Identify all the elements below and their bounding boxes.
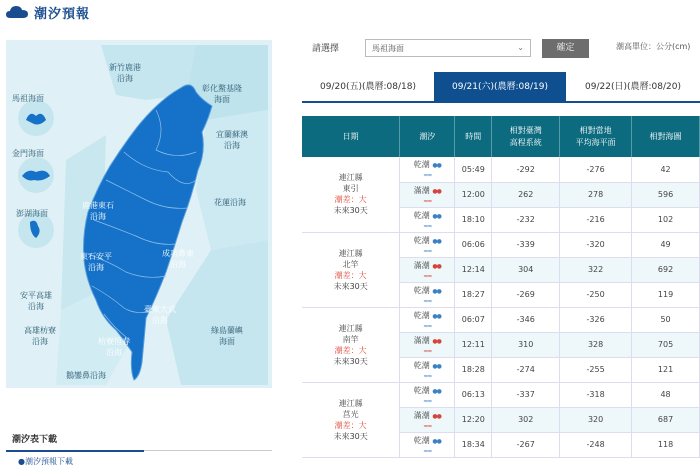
station-cell <box>302 232 400 307</box>
station-county: 連江縣 <box>338 248 363 258</box>
tide-wave-icon: ●● ≈≈ <box>423 312 441 330</box>
tide-local: -326 <box>560 307 632 332</box>
tide-type: 乾潮 <box>413 235 430 245</box>
map-label-taitung[interactable]: 臺東大武 沿海 <box>144 305 176 325</box>
unit-label: 潮高單位：公分(cm) <box>616 42 691 51</box>
col-header-tide: 潮汐 <box>400 116 455 157</box>
cloud-icon <box>6 5 28 19</box>
tide-type: 乾潮 <box>413 285 430 295</box>
select-label: 請選擇 <box>312 44 340 54</box>
date-tabs <box>302 72 700 103</box>
tab-date-3[interactable]: 09/22(日)(農曆:08/20) <box>585 82 681 92</box>
tide-time: 18:34 <box>455 432 492 457</box>
col-header-date: 日期 <box>302 116 400 157</box>
map-label-fangliao[interactable]: 枋寮恆春 沿海 <box>98 337 130 357</box>
tide-wave-icon: ●● ≈≈ <box>423 237 441 255</box>
page-header <box>0 0 700 24</box>
page-title: 潮汐預報 <box>34 6 91 22</box>
next-30-days-link[interactable]: 未來30天 <box>333 431 368 441</box>
station-cell <box>302 157 400 232</box>
station-cell <box>302 382 400 457</box>
tide-time: 06:13 <box>455 382 492 407</box>
tide-chart: 121 <box>632 357 700 382</box>
tide-local: 322 <box>560 257 632 282</box>
tide-type-cell <box>400 182 455 207</box>
next-30-days-link[interactable]: 未來30天 <box>333 281 368 291</box>
tide-type: 乾潮 <box>413 310 430 320</box>
col-header-local-text: 相對當地 平均海平面 <box>575 125 616 147</box>
tide-type: 滿潮 <box>413 335 430 345</box>
tide-local: -255 <box>560 357 632 382</box>
tide-chart: 687 <box>632 407 700 432</box>
tide-range: 潮差：大 <box>334 270 367 280</box>
tide-twvd: -274 <box>492 357 560 382</box>
col-header-twvd <box>492 116 560 157</box>
tide-twvd: -267 <box>492 432 560 457</box>
tide-chart: 596 <box>632 182 700 207</box>
tide-twvd: 304 <box>492 257 560 282</box>
tide-type-cell <box>400 257 455 282</box>
tide-chart: 119 <box>632 282 700 307</box>
tide-twvd: -269 <box>492 282 560 307</box>
tide-twvd: 302 <box>492 407 560 432</box>
tide-time: 05:49 <box>455 157 492 182</box>
tide-wave-icon: ●● ≈≈ <box>423 387 441 405</box>
tide-twvd: 310 <box>492 332 560 357</box>
map-label-anping[interactable]: 安平高雄 沿海 <box>20 291 52 311</box>
tide-time: 12:11 <box>455 332 492 357</box>
map-label-penghu[interactable]: 澎湖海面 <box>16 209 48 218</box>
tide-time: 06:06 <box>455 232 492 257</box>
tide-chart: 692 <box>632 257 700 282</box>
tide-twvd: -346 <box>492 307 560 332</box>
col-header-local <box>560 116 632 157</box>
tab-date-2[interactable]: 09/21(六)(農曆:08/19) <box>434 72 566 103</box>
tide-local: -248 <box>560 432 632 457</box>
area-select[interactable] <box>365 39 531 57</box>
tide-type-cell <box>400 232 455 257</box>
download-underline <box>6 450 144 452</box>
download-title: 潮汐表下載 <box>12 435 58 445</box>
tide-type: 乾潮 <box>413 210 430 220</box>
tide-type-cell <box>400 282 455 307</box>
tide-type-cell <box>400 432 455 457</box>
table-row <box>302 157 700 182</box>
tide-local: -318 <box>560 382 632 407</box>
tide-time: 12:14 <box>455 257 492 282</box>
tide-wave-icon: ●● ≈≈ <box>423 187 441 205</box>
map-label-kaohsiung[interactable]: 高雄枋寮 沿海 <box>24 326 56 346</box>
tide-type: 乾潮 <box>413 435 430 445</box>
col-header-chart: 相對海圖 <box>632 116 700 157</box>
table-row <box>302 382 700 407</box>
confirm-button[interactable]: 確定 <box>542 39 589 58</box>
tide-twvd: -232 <box>492 207 560 232</box>
tide-table <box>302 116 700 458</box>
tide-time: 18:28 <box>455 357 492 382</box>
map-label-hsinchu[interactable]: 新竹鹿港 沿海 <box>109 63 141 83</box>
station-county: 連江縣 <box>338 323 363 333</box>
station-name: 北竿 <box>342 259 359 269</box>
col-header-time: 時間 <box>455 116 492 157</box>
tide-local: -216 <box>560 207 632 232</box>
map-label-yilan[interactable]: 宜蘭蘇澳 沿海 <box>216 130 248 150</box>
map-label-lukang[interactable]: 鹿港東石 沿海 <box>82 201 114 221</box>
tide-chart: 705 <box>632 332 700 357</box>
tide-wave-icon: ●● ≈≈ <box>423 362 441 380</box>
tide-type: 乾潮 <box>413 360 430 370</box>
tide-range: 潮差：大 <box>334 345 367 355</box>
next-30-days-link[interactable]: 未來30天 <box>333 206 368 216</box>
tide-range: 潮差：大 <box>334 195 367 205</box>
tide-wave-icon: ●● ≈≈ <box>423 162 441 180</box>
tide-wave-icon: ●● ≈≈ <box>423 337 441 355</box>
area-select-value: 馬祖海面 <box>372 44 404 53</box>
map-label-lanyu[interactable]: 綠島蘭嶼 海面 <box>211 326 243 346</box>
tide-twvd: -339 <box>492 232 560 257</box>
tide-time: 18:27 <box>455 282 492 307</box>
tide-chart: 49 <box>632 232 700 257</box>
next-30-days-link[interactable]: 未來30天 <box>333 356 368 366</box>
tide-twvd: 262 <box>492 182 560 207</box>
tide-type-cell <box>400 307 455 332</box>
tide-type: 滿潮 <box>413 260 430 270</box>
map-label-matsu[interactable]: 馬祖海面 <box>12 94 44 103</box>
download-link[interactable]: ●潮汐預報下載 <box>18 457 73 466</box>
tide-type-cell <box>400 357 455 382</box>
chevron-down-icon: ⌄ <box>517 43 524 52</box>
tide-local: -276 <box>560 157 632 182</box>
tide-time: 12:20 <box>455 407 492 432</box>
map-label-chenggong[interactable]: 成功鼻東 沿海 <box>162 249 194 269</box>
station-county: 連江縣 <box>338 398 363 408</box>
tide-wave-icon: ●● ≈≈ <box>423 437 441 455</box>
tide-wave-icon: ●● ≈≈ <box>423 262 441 280</box>
table-row <box>302 307 700 332</box>
tide-range: 潮差：大 <box>334 420 367 430</box>
tide-local: 328 <box>560 332 632 357</box>
tide-time: 12:00 <box>455 182 492 207</box>
tide-type: 滿潮 <box>413 185 430 195</box>
tide-type: 滿潮 <box>413 410 430 420</box>
station-name: 南竿 <box>342 334 359 344</box>
station-name: 莒光 <box>342 409 359 419</box>
tide-type-cell <box>400 332 455 357</box>
tide-type-cell <box>400 207 455 232</box>
tide-wave-icon: ●● ≈≈ <box>423 212 441 230</box>
tide-chart: 102 <box>632 207 700 232</box>
tide-chart: 48 <box>632 382 700 407</box>
tide-type-cell <box>400 382 455 407</box>
tide-type-cell <box>400 407 455 432</box>
tide-local: -250 <box>560 282 632 307</box>
map-label-hualien[interactable]: 花蓮沿海 <box>214 198 246 207</box>
tide-time: 18:10 <box>455 207 492 232</box>
tide-twvd: -292 <box>492 157 560 182</box>
map-label-kinmen[interactable]: 金門海面 <box>12 149 44 158</box>
tab-date-1[interactable]: 09/20(五)(農曆:08/18) <box>320 82 416 92</box>
tide-time: 06:07 <box>455 307 492 332</box>
tide-type-cell <box>400 157 455 182</box>
table-row <box>302 232 700 257</box>
tide-chart: 42 <box>632 157 700 182</box>
station-county: 連江縣 <box>338 173 363 183</box>
tide-type: 乾潮 <box>413 385 430 395</box>
map-label-changhua[interactable]: 彰化鰲基隆 海面 <box>202 84 242 104</box>
tide-wave-icon: ●● ≈≈ <box>423 287 441 305</box>
tide-local: -320 <box>560 232 632 257</box>
taiwan-map <box>6 40 272 388</box>
tide-chart: 50 <box>632 307 700 332</box>
tide-type: 乾潮 <box>413 160 430 170</box>
tide-chart: 118 <box>632 432 700 457</box>
station-name: 東引 <box>342 184 359 194</box>
station-cell <box>302 307 400 382</box>
tide-local: 320 <box>560 407 632 432</box>
tide-local: 278 <box>560 182 632 207</box>
col-header-twvd-text: 相對臺灣 高程系統 <box>509 125 542 147</box>
tide-wave-icon: ●● ≈≈ <box>423 412 441 430</box>
tide-twvd: -337 <box>492 382 560 407</box>
map-label-dongshi[interactable]: 東石安平 沿海 <box>80 252 112 272</box>
map-label-eluanbi[interactable]: 鵝鑾鼻沿海 <box>66 371 106 380</box>
